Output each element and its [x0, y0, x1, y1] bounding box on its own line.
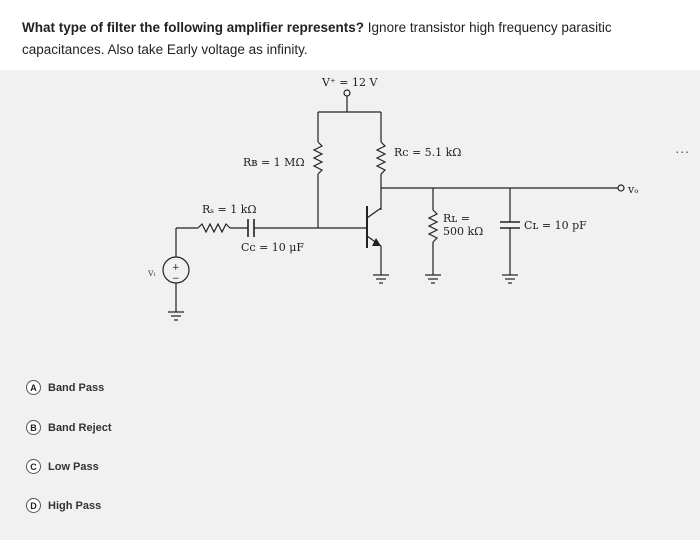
source-minus: −	[172, 274, 180, 284]
option-d-letter: D	[26, 498, 41, 513]
supply-terminal	[344, 90, 350, 96]
option-b[interactable]	[26, 420, 112, 435]
question-text	[22, 17, 692, 61]
rl-label-2: 500 kΩ	[443, 225, 484, 238]
emitter-arrow	[372, 238, 381, 246]
option-a-label: Band Pass	[48, 381, 105, 394]
rb-resistor	[314, 142, 322, 174]
question-bold: What type of filter the following amplifier represents?	[22, 20, 365, 35]
option-c-label: Low Pass	[48, 460, 99, 473]
cl-label: Cʟ = 10 pF	[524, 219, 587, 232]
supply-label: V⁺ = 12 V	[322, 76, 378, 89]
option-a[interactable]	[26, 380, 104, 395]
rs-label: Rₛ = 1 kΩ	[202, 203, 257, 216]
source-plus: +	[172, 263, 180, 273]
option-c-letter: C	[26, 459, 41, 474]
question-panel	[0, 70, 700, 540]
cc-label: Cᴄ = 10 μF	[241, 241, 305, 254]
rl-resistor	[429, 210, 437, 242]
option-c[interactable]	[26, 459, 99, 474]
output-terminal	[618, 185, 624, 191]
rc-resistor	[377, 142, 385, 174]
question-rest: Ignore transistor high frequency parasitic capacitances. Also take Early voltage as infinity.	[22, 20, 612, 57]
circuit-diagram	[0, 70, 700, 540]
vo-label: vₒ	[628, 183, 639, 196]
rb-label: Rʙ = 1 MΩ	[243, 156, 305, 169]
vi-label: vᵢ	[148, 268, 156, 279]
option-b-label: Band Reject	[48, 421, 112, 434]
rc-label: Rᴄ = 5.1 kΩ	[394, 146, 462, 159]
option-d[interactable]	[26, 498, 101, 513]
option-d-label: High Pass	[48, 499, 102, 512]
option-a-letter: A	[26, 380, 41, 395]
rl-label-1: Rʟ =	[443, 212, 470, 225]
rs-resistor	[198, 224, 230, 232]
option-b-letter: B	[26, 420, 41, 435]
more-options-icon[interactable]: ...	[675, 140, 690, 156]
